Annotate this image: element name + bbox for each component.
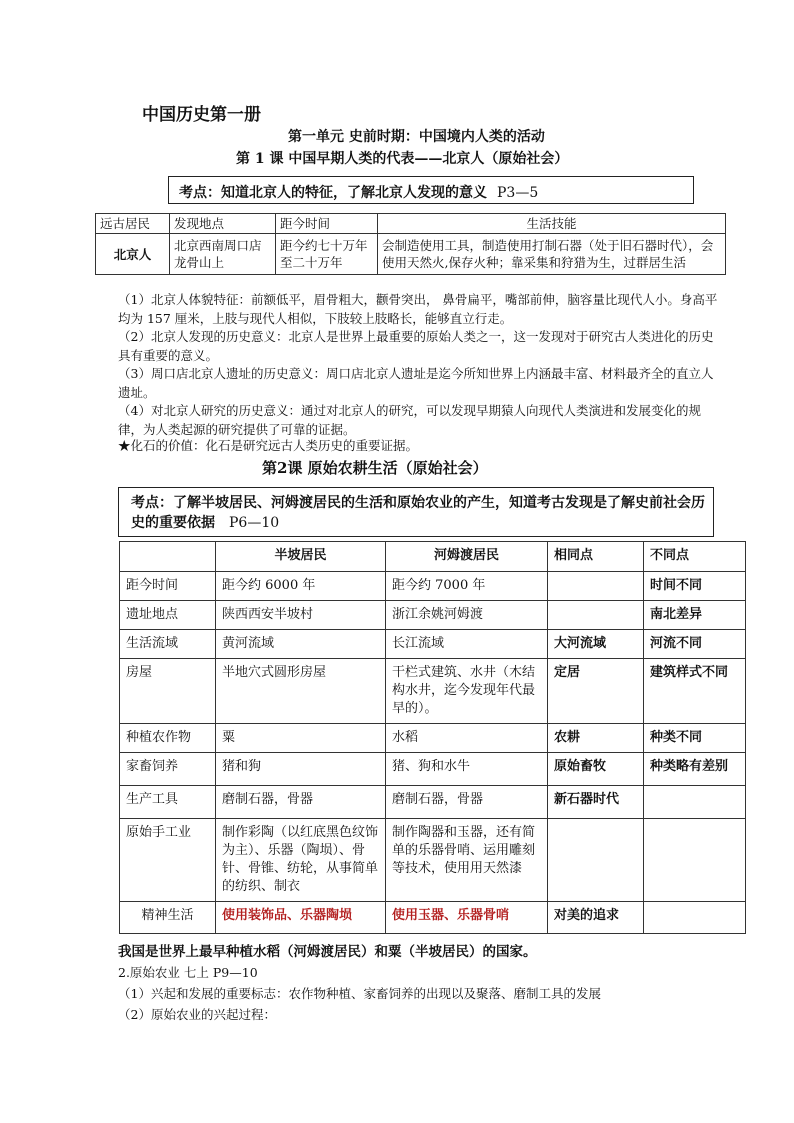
table-cell: 河流不同 bbox=[644, 630, 746, 659]
table-cell: 制作陶器和玉器，还有简单的乐器骨哨、运用雕刻等技术，使用用天然漆 bbox=[386, 819, 548, 902]
table-cell: 距今约七十万年至二十万年 bbox=[276, 234, 378, 275]
table-cell: 种类略有差别 bbox=[644, 753, 746, 786]
lesson1-pages: P3—5 bbox=[497, 185, 539, 201]
table-row bbox=[120, 572, 746, 601]
table-cell: 制作彩陶（以红底黑色纹饰为主）、乐器（陶埙）、骨针、骨锥、纺轮，从事简单的纺织、制衣 bbox=[216, 819, 386, 902]
table-cell bbox=[644, 786, 746, 819]
table-cell: 大河流域 bbox=[548, 630, 644, 659]
table-row bbox=[120, 819, 746, 902]
table-cell: 粟 bbox=[216, 724, 386, 753]
lesson2-key-points: 考点：了解半坡居民、河姆渡居民的生活和原始农业的产生，知道考古发现是了解史前社会历史的重要依据 bbox=[131, 495, 705, 531]
table-cell: 使用玉器、乐器骨哨 bbox=[386, 902, 548, 934]
agri-heading: 2.原始农业 七上 P9—10 bbox=[118, 965, 258, 980]
table-cell bbox=[644, 902, 746, 934]
table-cell: 干栏式建筑、水井（木结构水井，迄今发现年代最早的）。 bbox=[386, 659, 548, 724]
table-row bbox=[120, 902, 746, 934]
table-row bbox=[120, 659, 746, 724]
lesson2-key-points-box bbox=[118, 487, 714, 537]
table-cell: 距今时间 bbox=[120, 572, 216, 601]
table-header-cell: 半坡居民 bbox=[216, 542, 386, 572]
table-cell: 猪和狗 bbox=[216, 753, 386, 786]
lesson1-key-points-box bbox=[168, 176, 694, 204]
fossil-note: ★化石的价值：化石是研究远古人类历史的重要证据。 bbox=[118, 438, 419, 453]
table-cell: 北京西南周口店龙骨山上 bbox=[170, 234, 276, 275]
lesson1-key-points: 考点：知道北京人的特征，了解北京人发现的意义 bbox=[179, 185, 487, 201]
table-cell: 农耕 bbox=[548, 724, 644, 753]
lesson2-pages: P6—10 bbox=[229, 515, 280, 531]
table-cell bbox=[548, 819, 644, 902]
table-cell: 种植农作物 bbox=[120, 724, 216, 753]
table-header-cell: 生活技能 bbox=[378, 214, 726, 234]
table-header-cell: 发现地点 bbox=[170, 214, 276, 234]
table-cell: 原始畜牧 bbox=[548, 753, 644, 786]
agri-point: （1）兴起和发展的重要标志：农作物种植、家畜饲养的出现以及聚落、磨制工具的发展 bbox=[118, 986, 601, 1001]
paragraph: （2）北京人发现的历史意义：北京人是世界上最重要的原始人类之一，这一发现对于研究古人类进化的历史具有重要的意义。 bbox=[118, 329, 714, 363]
table-cell: 距今约 7000 年 bbox=[386, 572, 548, 601]
table-row bbox=[96, 234, 726, 275]
table-header-cell bbox=[120, 542, 216, 572]
table-cell: 距今约 6000 年 bbox=[216, 572, 386, 601]
table-header-row bbox=[120, 542, 746, 572]
table-header-cell: 距今时间 bbox=[276, 214, 378, 234]
table-header-cell: 河姆渡居民 bbox=[386, 542, 548, 572]
agri-point: （2）原始农业的兴起过程： bbox=[118, 1007, 276, 1022]
table-row bbox=[120, 630, 746, 659]
table-row bbox=[120, 724, 746, 753]
table-cell: 黄河流域 bbox=[216, 630, 386, 659]
table-cell: 半地穴式圆形房屋 bbox=[216, 659, 386, 724]
table-cell: 会制造使用工具，制造使用打制石器（处于旧石器时代），会使用天然火,保存火种；靠采集和狩猎为生，过群居生活 bbox=[378, 234, 726, 275]
lesson2-title: 第2课 原始农耕生活（原始社会） bbox=[262, 459, 488, 477]
table-row bbox=[120, 753, 746, 786]
table-cell: 磨制石器，骨器 bbox=[386, 786, 548, 819]
conclusion: 我国是世界上最早种植水稻（河姆渡居民）和粟（半坡居民）的国家。 bbox=[118, 944, 537, 960]
beijing-man-table bbox=[95, 213, 726, 275]
table-cell: 磨制石器，骨器 bbox=[216, 786, 386, 819]
table-cell: 浙江余姚河姆渡 bbox=[386, 601, 548, 630]
unit-title: 第一单元 史前时期：中国境内人类的活动 bbox=[288, 129, 545, 145]
table-cell: 南北差异 bbox=[644, 601, 746, 630]
table-cell bbox=[548, 601, 644, 630]
lesson1-title: 第 1 课 中国早期人类的代表——北京人（原始社会） bbox=[236, 151, 569, 167]
table-cell: 原始手工业 bbox=[120, 819, 216, 902]
table-cell: 精神生活 bbox=[120, 902, 216, 934]
table-cell: 时间不同 bbox=[644, 572, 746, 601]
lesson1-paragraphs bbox=[118, 291, 718, 439]
paragraph: （1）北京人体貌特征：前额低平，眉骨粗大，颧骨突出， 鼻骨扁平，嘴部前伸，脑容量比现代人小。身高平均为 157 厘米，上肢与现代人相似，下肢较上肢略长，能够直立行走。 bbox=[118, 292, 718, 326]
table-cell: 家畜饲养 bbox=[120, 753, 216, 786]
table-cell: 生活流域 bbox=[120, 630, 216, 659]
table-cell: 水稻 bbox=[386, 724, 548, 753]
table-row bbox=[120, 601, 746, 630]
table-cell: 遗址地点 bbox=[120, 601, 216, 630]
table-cell: 种类不同 bbox=[644, 724, 746, 753]
table-cell: 长江流域 bbox=[386, 630, 548, 659]
table-cell: 对美的追求 bbox=[548, 902, 644, 934]
book-title: 中国历史第一册 bbox=[142, 105, 261, 125]
table-cell: 北京人 bbox=[96, 234, 170, 275]
table-header-cell: 远古居民 bbox=[96, 214, 170, 234]
comparison-table bbox=[119, 541, 746, 934]
table-cell: 房屋 bbox=[120, 659, 216, 724]
table-cell: 定居 bbox=[548, 659, 644, 724]
paragraph: （3）周口店北京人遗址的历史意义：周口店北京人遗址是迄今所知世界上内涵最丰富、材料最齐全的直立人遗址。 bbox=[118, 366, 714, 400]
table-cell: 新石器时代 bbox=[548, 786, 644, 819]
table-cell: 猪、狗和水牛 bbox=[386, 753, 548, 786]
table-header-cell: 相同点 bbox=[548, 542, 644, 572]
table-header-cell: 不同点 bbox=[644, 542, 746, 572]
table-row bbox=[120, 786, 746, 819]
table-cell: 陕西西安半坡村 bbox=[216, 601, 386, 630]
table-cell bbox=[644, 819, 746, 902]
table-header-row bbox=[96, 214, 726, 234]
table-cell: 生产工具 bbox=[120, 786, 216, 819]
paragraph: （4）对北京人研究的历史意义：通过对北京人的研究，可以发现早期猿人向现代人类演进和发展变化的规律，为人类起源的研究提供了可靠的证据。 bbox=[118, 403, 701, 437]
table-cell bbox=[548, 572, 644, 601]
table-cell: 使用装饰品、乐器陶埙 bbox=[216, 902, 386, 934]
table-cell: 建筑样式不同 bbox=[644, 659, 746, 724]
